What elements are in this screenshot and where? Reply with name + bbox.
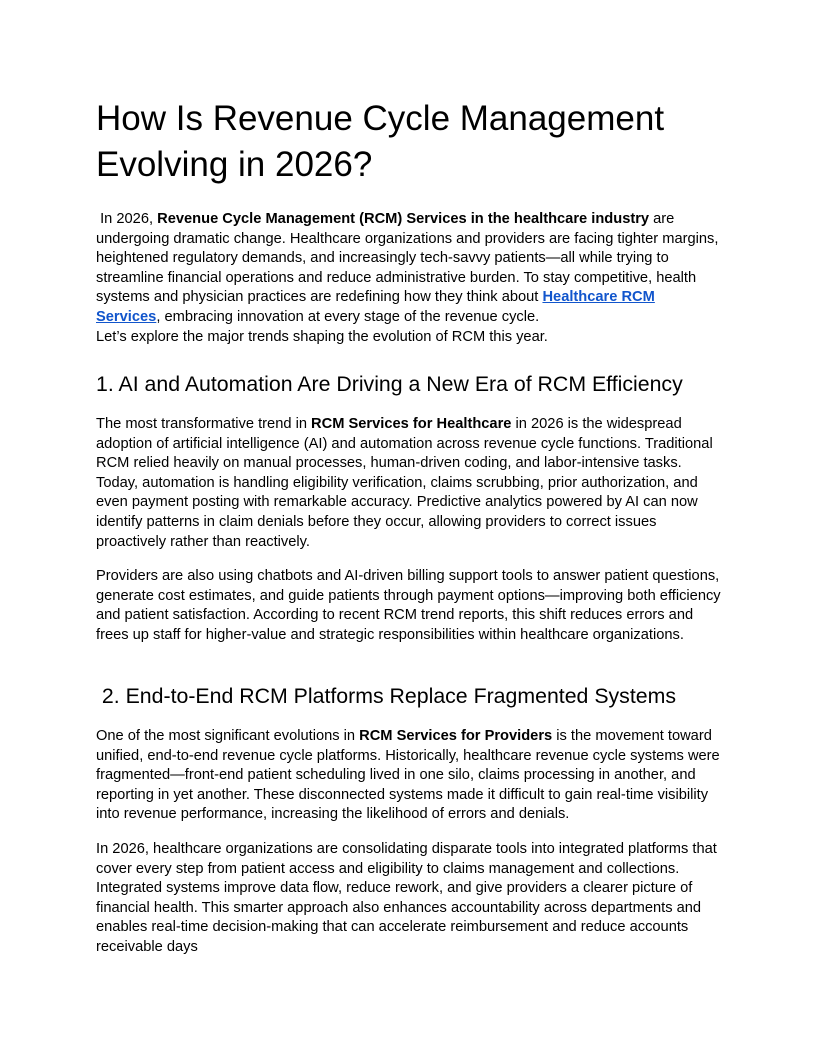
intro-text-1: are undergoing dramatic change. Healthcare organizations and providers are facing tighter margins, heightened regulatory demands, and increasingly tech-savvy patients—all while trying to streamline financial operations and reduce administrative burden. To stay competitive, health systems and physician practices are redefining how they think about (96, 211, 719, 306)
page-title: How Is Revenue Cycle Management Evolving in 2026? (96, 99, 665, 184)
s1p1-bold: RCM Services for Healthcare (311, 416, 512, 432)
section-2-paragraph-2: In 2026, healthcare organizations are consolidating disparate tools into integrated platforms that cover every step from patient access and eligibility to claims management and collections. Integrated systems improve data flow, reduce rework, and give providers a clearer picture of financial health. This smarter approach also enhances accountability across departments and enables real-time decision-making that can accelerate reimbursement and reduce accounts receivable days (96, 841, 717, 955)
s2p1-text-a: One of the most significant evolutions in (96, 728, 360, 744)
intro-lead: In 2026, (96, 211, 158, 227)
intro-line-2: Let’s explore the major trends shaping the evolution of RCM this year. (96, 328, 548, 345)
intro-text-2: , embracing innovation at every stage of the revenue cycle. (156, 308, 540, 325)
healthcare-rcm-services-link[interactable]: Healthcare RCM Services (96, 289, 655, 325)
section-1-heading: 1. AI and Automation Are Driving a New Era of RCM Efficiency (96, 372, 683, 396)
section-2-heading: 2. End-to-End RCM Platforms Replace Fragmented Systems (96, 684, 676, 708)
section-1-paragraph-2: Providers are also using chatbots and AI-driven billing support tools to answer patient questions, generate cost estimates, and guide patients through payment options—improving both efficiency and patient satisfaction. According to recent RCM trend reports, this shift reduces errors and frees up staff for higher-value and strategic responsibilities within healthcare organizations. (96, 568, 721, 643)
s1p1-text-b: in 2026 is the widespread adoption of artificial intelligence (AI) and automation across revenue cycle functions. Traditional RCM relied heavily on manual processes, human-driven coding, and labor-intensive tasks. Today, automation is handling eligibility verification, claims scrubbing, prior authorization, and even payment posting with remarkable accuracy. Predictive analytics powered by AI can now identify patterns in claim denials before they occur, allowing providers to correct issues proactively rather than reactively. (96, 416, 713, 550)
s1p1-text-a: The most transformative trend in (96, 416, 312, 432)
s2p1-text-b: is the movement toward unified, end-to-end revenue cycle platforms. Historically, healthcare revenue cycle systems were fragmented—front-end patient scheduling lived in one silo, claims processing in another, and reporting in yet another. These disconnected systems made it difficult to gain real-time visibility into revenue performance, increasing the likelihood of errors and denials. (96, 728, 720, 823)
intro-paragraph (96, 210, 722, 347)
intro-bold-phrase: Revenue Cycle Management (RCM) Services in the healthcare industry (157, 211, 650, 227)
section-2-paragraph-1 (96, 727, 722, 825)
section-1-paragraph-1 (96, 415, 722, 552)
s2p1-bold: RCM Services for Providers (359, 728, 553, 744)
